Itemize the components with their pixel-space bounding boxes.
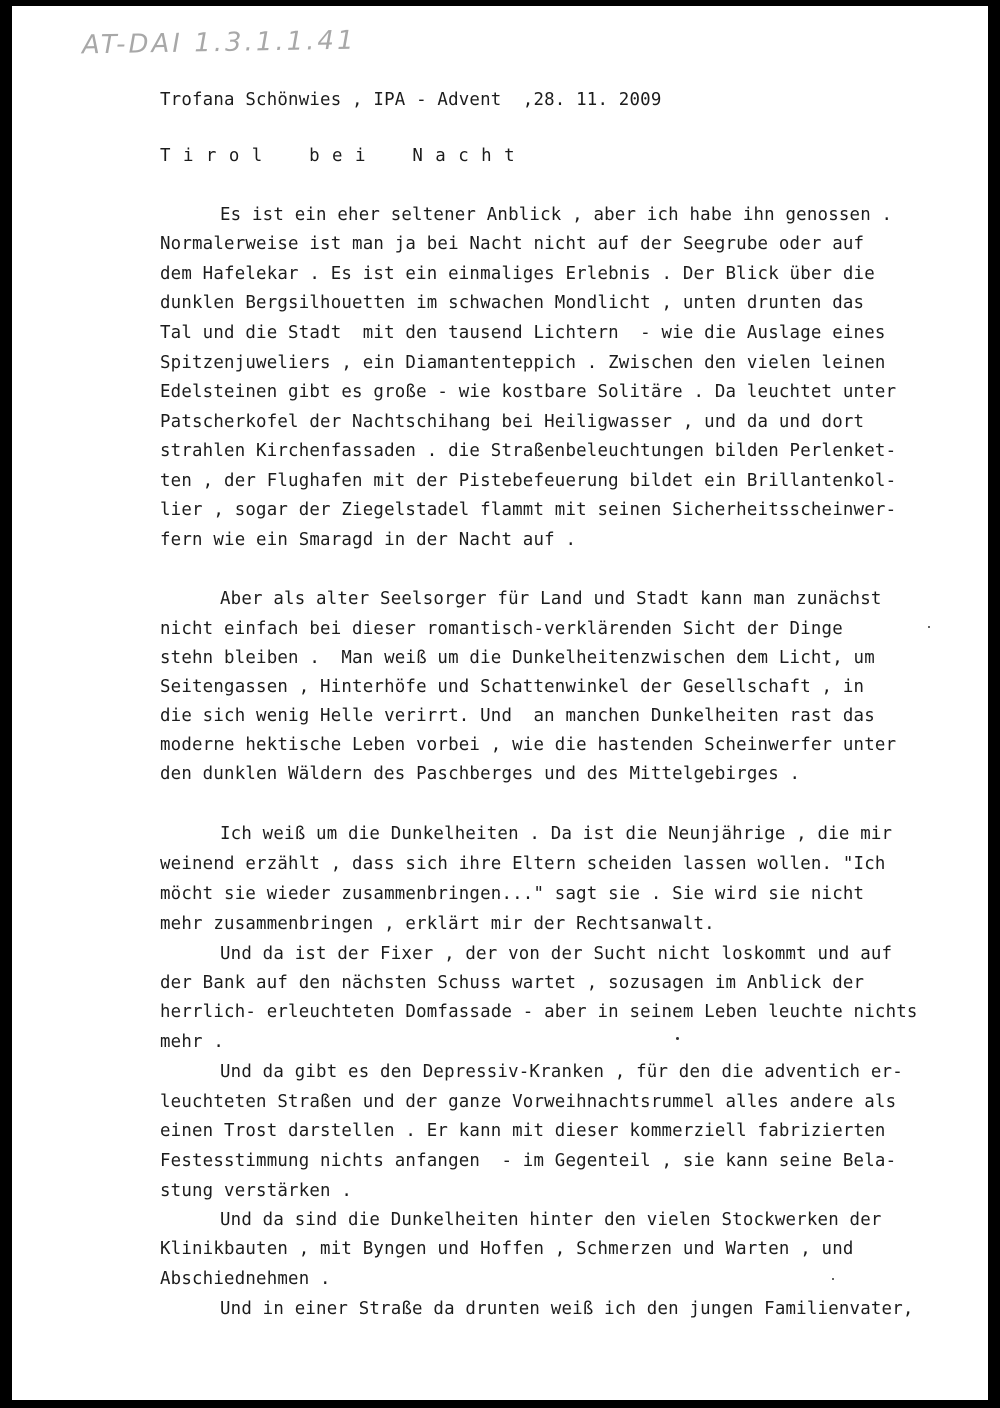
paragraph-1-line-6: Spitzenjuweliers , ein Diamantenteppich . Zwischen den vielen leinen [160,353,886,373]
paragraph-3-line-8: mehr . [160,1032,225,1052]
paragraph-2-line-2: nicht einfach bei dieser romantisch-verklärenden Sicht der Dinge [160,619,843,639]
paragraph-3-line-2: weinend erzählt , dass sich ihre Eltern scheiden lassen wollen. "Ich [160,854,886,874]
paragraph-2-line-7: den dunklen Wäldern des Paschberges und des Mittelgebirges . [160,764,801,784]
paragraph-2-line-3: stehn bleiben . Man weiß um die Dunkelheitenzwischen dem Licht, um [160,648,875,668]
scan-speck [676,1037,679,1040]
document-page [12,6,988,1400]
paragraph-3-line-17: Und in einer Straße da drunten weiß ich den jungen Familienvater, [220,1299,914,1319]
paragraph-2-line-4: Seitengassen , Hinterhöfe und Schattenwinkel der Gesellschaft , in [160,677,865,697]
paragraph-3-line-7: herrlich- erleuchteten Domfassade - aber in seinem Leben leuchte nichts [160,1002,918,1022]
paragraph-1-line-10: ten , der Flughafen mit der Pistebefeuerung bildet ein Brillantenkol- [160,471,897,491]
paragraph-1-line-4: dunklen Bergsilhouetten im schwachen Mondlicht , unten drunten das [160,293,865,313]
letter-heading: Trofana Schönwies , IPA - Advent ,28. 11. 2009 [160,90,662,110]
paragraph-3-line-9: Und da gibt es den Depressiv-Kranken , für den die adventich er- [220,1062,903,1082]
paragraph-1-line-5: Tal und die Stadt mit den tausend Lichtern - wie die Auslage eines [160,323,886,343]
paragraph-3-line-15: Klinikbauten , mit Byngen und Hoffen , Schmerzen und Warten , und [160,1239,854,1259]
letter-title: T i r o l b e i N a c h t [160,146,516,166]
paragraph-3-line-6: der Bank auf den nächsten Schuss wartet , sozusagen im Anblick der [160,973,865,993]
paragraph-1-line-3: dem Hafelekar . Es ist ein einmaliges Erlebnis . Der Blick über die [160,264,875,284]
paragraph-3-line-12: Festesstimmung nichts anfangen - im Gegenteil , sie kann seine Bela- [160,1151,897,1171]
paragraph-1-line-12: fern wie ein Smaragd in der Nacht auf . [160,530,577,550]
paragraph-3-line-11: einen Trost darstellen . Er kann mit dieser kommerziell fabrizierten [160,1121,886,1141]
paragraph-2-line-5: die sich wenig Helle verirrt. Und an manchen Dunkelheiten rast das [160,706,875,726]
scan-speck [928,626,930,628]
paragraph-1-line-2: Normalerweise ist man ja bei Nacht nicht auf der Seegrube oder auf [160,234,865,254]
paragraph-3-line-1: Ich weiß um die Dunkelheiten . Da ist die Neunjährige , die mir [220,824,893,844]
paragraph-3-line-13: stung verstärken . [160,1181,353,1201]
paragraph-1-line-11: lier , sogar der Ziegelstadel flammt mit seinen Sicherheitsscheinwer- [160,500,897,520]
paragraph-2-line-6: moderne hektische Leben vorbei , wie die hastenden Scheinwerfer unter [160,735,897,755]
paragraph-3-line-3: möcht sie wieder zusammenbringen..." sagt sie . Sie wird sie nicht [160,884,865,904]
paragraph-1-line-1: Es ist ein eher seltener Anblick , aber ich habe ihn genossen . [220,205,893,225]
paragraph-1-line-9: strahlen Kirchenfassaden . die Straßenbeleuchtungen bilden Perlenket- [160,441,897,461]
paragraph-3-line-16: Abschiednehmen . [160,1269,331,1289]
scan-speck [832,1278,834,1280]
archive-id-annotation: AT-DAI 1.3.1.1.41 [81,25,357,61]
paragraph-3-line-10: leuchteten Straßen und der ganze Vorweihnachtsrummel alles andere als [160,1092,897,1112]
paragraph-1-line-7: Edelsteinen gibt es große - wie kostbare Solitäre . Da leuchtet unter [160,382,897,402]
paragraph-3-line-14: Und da sind die Dunkelheiten hinter den vielen Stockwerken der [220,1210,882,1230]
paragraph-2-line-1: Aber als alter Seelsorger für Land und Stadt kann man zunächst [220,589,882,609]
paragraph-1-line-8: Patscherkofel der Nachtschihang bei Heiligwasser , und da und dort [160,412,865,432]
paragraph-3-line-4: mehr zusammenbringen , erklärt mir der Rechtsanwalt. [160,914,715,934]
paragraph-3-line-5: Und da ist der Fixer , der von der Sucht nicht loskommt und auf [220,944,893,964]
